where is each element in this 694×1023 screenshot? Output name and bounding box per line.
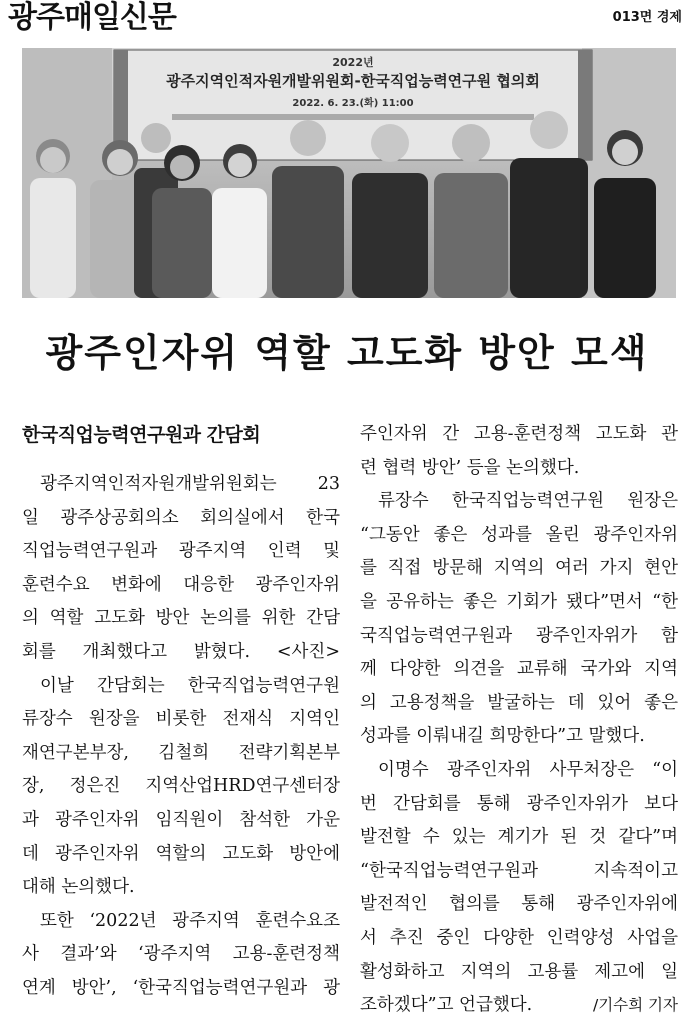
body-line: 의 고용정책을 발굴하는 데 있어 좋은: [360, 692, 678, 713]
body-line: 를 직접 방문해 지역의 여러 가지 현안: [360, 558, 678, 579]
body-line: 성과를 이뤄내길 희망한다”고 말했다.: [360, 726, 645, 747]
body-line: 회를 개최했다고 밝혔다. <사진>: [22, 641, 340, 662]
body-line: 께 다양한 의견을 교류해 국가와 지역: [360, 659, 678, 680]
byline: /기수희 기자: [592, 996, 678, 1015]
body-line-text: 조하겠다”고 언급했다.: [360, 995, 533, 1016]
body-line: 대해 논의했다.: [22, 877, 135, 898]
body-line: 장, 정은진 지역산업HRD연구센터장: [22, 776, 340, 797]
article-column-right: [360, 418, 678, 1023]
masthead: 광주매일신문: [8, 0, 176, 35]
body-line: 또한 ‘2022년 광주지역 훈련수요조: [40, 910, 340, 931]
body-line: 류장수 한국직업능력연구원 원장은: [378, 491, 678, 512]
banner-year: 2022년: [332, 56, 374, 69]
body-line: 연계 방안’, ‘한국직업능력연구원과 광: [22, 977, 340, 998]
body-line: 직업능력연구원과 광주지역 인력 및: [22, 541, 340, 562]
body-line: “한국직업능력연구원과 지속적이고: [360, 860, 678, 881]
article-column-left: [22, 418, 340, 1006]
body-line: 서 추진 중인 다양한 인력양성 사업을: [360, 927, 678, 948]
news-photo: [22, 48, 676, 298]
body-line: 류장수 원장을 비롯한 전재식 지역인: [22, 709, 340, 730]
body-line: 국직업능력연구원과 광주인자위가 함: [360, 625, 678, 646]
subheadline: 한국직업능력연구원과 간담회: [22, 424, 261, 446]
page-info: 013면 경제: [612, 10, 682, 25]
body-line: 번 간담회를 통해 광주인자위가 보다: [360, 793, 678, 814]
body-line: 데 광주인자위 역할의 고도화 방안에: [22, 843, 340, 864]
body-line-last: [360, 989, 678, 1023]
body-line: 의 역할 고도화 방안 논의를 위한 간담: [22, 608, 340, 629]
body-line: 발전적인 협의를 통해 광주인자위에: [360, 894, 678, 915]
body-line: 사 결과’와 ‘광주지역 고용-훈련정책: [22, 944, 340, 965]
body-line: 일 광주상공회의소 회의실에서 한국: [22, 507, 340, 528]
body-line: 훈련수요 변화에 대응한 광주인자위: [22, 574, 340, 595]
body-line: 과 광주인자위 임직원이 참석한 가운: [22, 809, 340, 830]
body-line: 활성화하고 지역의 고용률 제고에 일: [360, 961, 678, 982]
body-line: 광주지역인적자원개발위원회는 23: [40, 474, 340, 494]
body-line: 이명수 광주인자위 사무처장은 “이: [378, 759, 678, 780]
news-photo-illustration: [22, 48, 676, 298]
headline: 광주인자위 역할 고도화 방안 모색: [45, 331, 649, 375]
body-line: 을 공유하는 좋은 기회가 됐다”면서 “한: [360, 591, 678, 612]
body-line: 이날 간담회는 한국직업능력연구원: [40, 675, 340, 696]
banner-title: 광주지역인적자원개발위원회-한국직업능력연구원 협의회: [166, 72, 540, 90]
body-line: 련 협력 방안’ 등을 논의했다.: [360, 457, 580, 478]
body-line: 주인자위 간 고용-훈련정책 고도화 관: [360, 424, 678, 444]
banner-date: 2022. 6. 23.(화) 11:00: [292, 98, 414, 109]
body-line: “그동안 좋은 성과를 올린 광주인자위: [360, 524, 678, 545]
body-line: 재연구본부장, 김철희 전략기획본부: [22, 742, 340, 763]
body-line: 발전할 수 있는 계기가 된 것 같다”며: [360, 827, 678, 848]
